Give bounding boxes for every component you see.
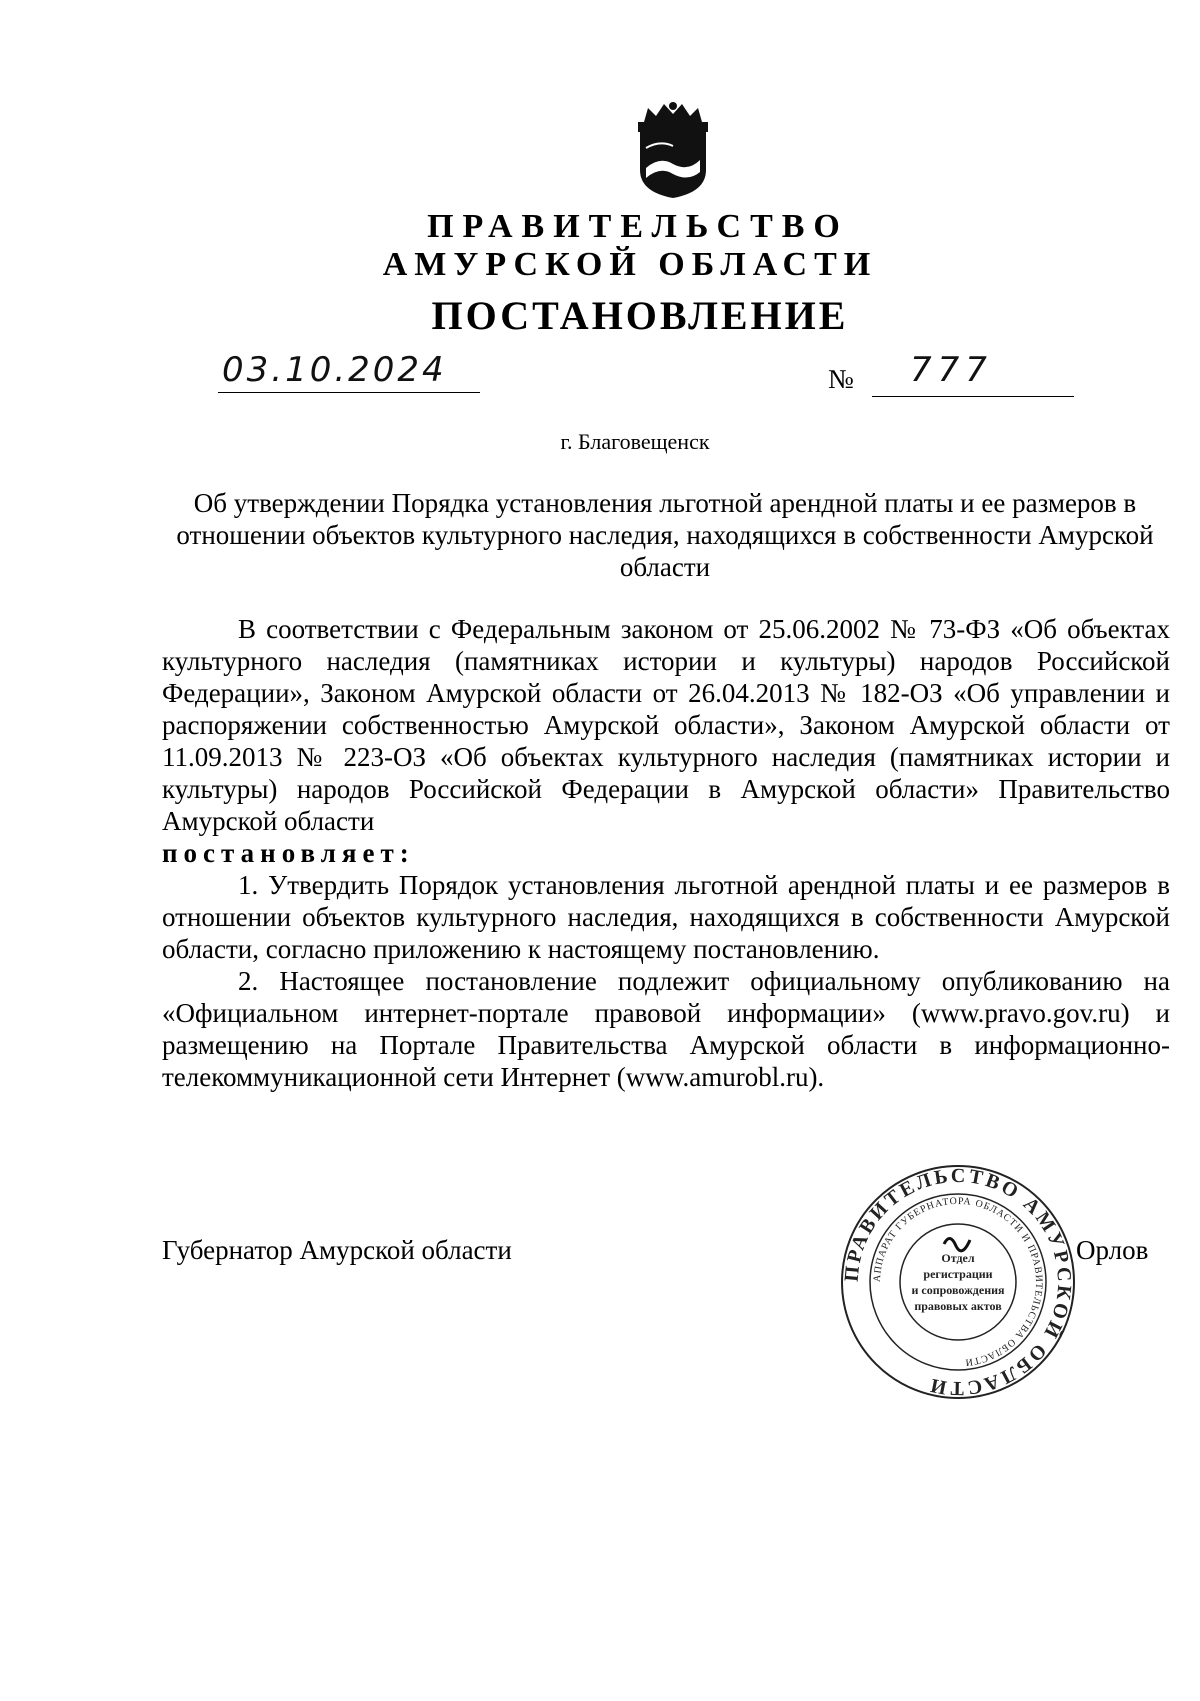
document-type-title: ПОСТАНОВЛЕНИЕ [431,293,849,338]
coat-of-arms-emblem [630,100,716,200]
item-2-paragraph: 2. Настоящее постановление подлежит официальному опубликованию на «Официальном интернет-портале правовой информации» (www.pravo.gov.ru) и размещению на Портале Правительства Амурской области в информационно-телекоммуникационной сети Интернет (www.amurobl.ru). [162,966,1170,1092]
stamp-center-line-3: и сопровождения [911,1283,1005,1297]
number-label: № [828,364,854,394]
number-underline [872,396,1074,397]
stamp-outer-text: ПРАВИТЕЛЬСТВО АМУРСКОЙ ОБЛАСТИ [840,1164,1076,1400]
resolves-label: постановляет: [162,838,415,868]
header-line-2: АМУРСКОЙ ОБЛАСТИ [382,246,878,283]
document-body [162,613,1170,1093]
stamp-center-line-1: Отдел [941,1251,975,1265]
handwritten-number: 777 [910,350,993,390]
stamp-middle-text: АППАРАТ ГУБЕРНАТОРА ОБЛАСТИ И ПРАВИТЕЛЬСТВА ОБЛАСТИ [871,1195,1045,1368]
preamble-paragraph: В соответствии с Федеральным законом от 25.06.2002 № 73-ФЗ «Об объектах культурного наследия (памятниках истории и культуры) народов Российской Федерации», Законом Амурской области от 26.04.2013 № 182-ОЗ «Об управлении и распоряжении собственностью Амурской области», Законом Амурской области от 11.09.2013 № 223-ОЗ «Об объектах культурного наследия (памятниках истории и культуры) народов Российской Федерации в Амурской области» Правительство Амурской области [162,614,1170,836]
stamp-center-line-2: регистрации [923,1267,993,1281]
date-underline [218,392,480,393]
document-title: Об утверждении Порядка установления льготной арендной платы и ее размеров в отношении объектов культурного наследия, находящихся в собственности Амурской области [176,488,1154,582]
signatory-position: Губернатор Амурской области [162,1235,512,1265]
item-1-paragraph: 1. Утвердить Порядок установления льготной арендной платы и ее размеров в отношении объектов культурного наследия, находящихся в собственности Амурской области, согласно приложению к настоящему постановлению. [162,870,1170,964]
svg-text:АППАРАТ ГУБЕРНАТОРА ОБЛАСТИ И [872,1196,1044,1368]
handwritten-date: 03.10.2024 [222,350,447,390]
header-line-1: ПРАВИТЕЛЬСТВО [427,208,849,245]
official-seal-stamp [838,1162,1078,1402]
stamp-center-line-4: правовых актов [914,1299,1002,1313]
city-line: г. Благовещенск [560,429,710,454]
signatory-name: Орлов [1076,1235,1149,1265]
handwritten-signature [944,1238,970,1250]
